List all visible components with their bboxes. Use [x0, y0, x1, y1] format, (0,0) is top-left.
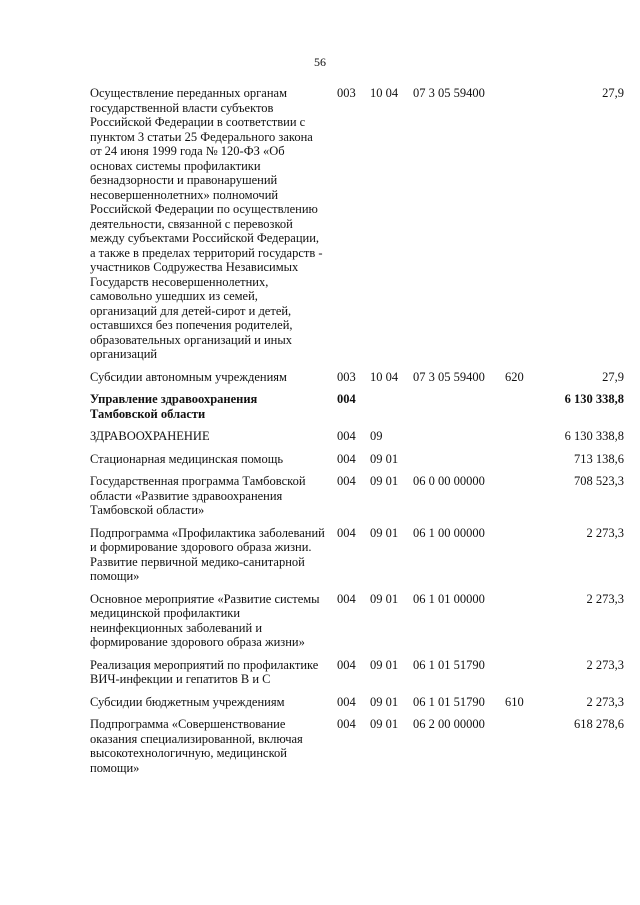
- row-section: 09 01: [370, 694, 399, 709]
- row-ministry: 004: [337, 429, 356, 443]
- row-amount: 2 273,3: [586, 694, 624, 709]
- row-amount: 713 138,6: [574, 451, 624, 466]
- row-article: 06 1 00 00000: [413, 525, 485, 540]
- row-ministry: 004: [337, 657, 356, 672]
- row-ministry: 004: [337, 474, 356, 488]
- table-row: [0, 86, 640, 362]
- row-amount: 27,9: [602, 369, 624, 384]
- row-ministry: 004: [337, 591, 356, 606]
- row-name: Реализация мероприятий по профилактике ВИЧ-инфекции и гепатитов B и C: [90, 657, 319, 686]
- row-article: 06 2 00 00000: [413, 717, 485, 731]
- row-section: 09: [370, 429, 383, 443]
- table-row: [0, 526, 640, 584]
- row-article: 06 1 01 51790: [413, 694, 485, 709]
- row-ministry: 003: [337, 369, 356, 384]
- row-name: Субсидии бюджетным учреждениям: [90, 694, 285, 709]
- row-expense: 620: [505, 369, 524, 384]
- row-ministry: 004: [337, 694, 356, 709]
- row-name: Стационарная медицинская помощь: [90, 451, 284, 466]
- table-row: [0, 474, 640, 518]
- row-ministry: 004: [337, 717, 356, 731]
- row-amount: 2 273,3: [586, 525, 624, 540]
- row-ministry: 004: [337, 392, 356, 406]
- row-amount: 708 523,3: [574, 474, 624, 488]
- row-section: 09 01: [370, 525, 399, 540]
- row-name: Государственная программа Тамбовской области «Развитие здравоохранения Тамбовской области»: [90, 474, 306, 517]
- row-section: 09 01: [370, 474, 399, 488]
- row-name: Подпрограмма «Совершенствование оказания специализированной, включая высокотехнологичную, медицинской помощи»: [90, 717, 303, 775]
- row-article: 07 3 05 59400: [413, 86, 485, 100]
- row-amount: 27,9: [602, 86, 624, 100]
- table-row: [0, 392, 640, 421]
- row-ministry: 004: [337, 525, 356, 540]
- table-row: [0, 695, 640, 710]
- budget-table: [0, 86, 640, 783]
- row-name: Основное мероприятие «Развитие системы медицинской профилактики неинфекционных заболеваний и формирование здорового образа жизни»: [90, 591, 320, 649]
- row-amount: 618 278,6: [574, 717, 624, 731]
- row-name: Подпрограмма «Профилактика заболеваний и формирование здорового образа жизни. Развитие первичной медико-санитарной помощи»: [90, 525, 325, 583]
- row-article: 06 0 00 00000: [413, 474, 485, 488]
- row-article: 06 1 01 51790: [413, 657, 485, 672]
- row-amount: 6 130 338,8: [564, 429, 624, 443]
- table-row: [0, 370, 640, 385]
- row-name: Осуществление переданных органам государственной власти субъектов Российской Федерации в соответствии с пунктом 3 статьи 25 Федерального закона от 24 июня 1999 года № 120-ФЗ «Об основах системы профилактики безнадзорности и правонарушений несовершеннолетних» полномочий Российской Федерации по осуществлению деятельности, связанной с перевозкой между субъектами Российской Федерации, а также в пределах территорий государств - участников Содружества Независимых Государств несовершеннолетних, самовольно ушедших из семей, организаций для детей-сирот и детей, оставшихся без попечения родителей, образовательных организаций и иных организаций: [90, 86, 323, 361]
- row-article: 06 1 01 00000: [413, 591, 485, 606]
- row-section: 09 01: [370, 451, 399, 466]
- row-section: 10 04: [370, 369, 399, 384]
- table-row: [0, 452, 640, 467]
- table-row: [0, 717, 640, 775]
- page-number: 56: [314, 55, 326, 69]
- row-article: 07 3 05 59400: [413, 369, 485, 384]
- row-section: 09 01: [370, 717, 399, 731]
- row-amount: 2 273,3: [586, 591, 624, 606]
- row-name: Управление здравоохранения Тамбовской области: [90, 392, 258, 421]
- row-section: 10 04: [370, 86, 399, 100]
- row-amount: 6 130 338,8: [564, 392, 624, 406]
- row-expense: 610: [505, 694, 524, 709]
- table-row: [0, 429, 640, 444]
- row-section: 09 01: [370, 591, 399, 606]
- table-row: [0, 592, 640, 650]
- table-row: [0, 658, 640, 687]
- row-ministry: 004: [337, 451, 356, 466]
- row-ministry: 003: [337, 86, 356, 100]
- row-section: 09 01: [370, 657, 399, 672]
- row-name: ЗДРАВООХРАНЕНИЕ: [90, 429, 210, 443]
- row-amount: 2 273,3: [586, 657, 624, 672]
- row-name: Субсидии автономным учреждениям: [90, 369, 287, 384]
